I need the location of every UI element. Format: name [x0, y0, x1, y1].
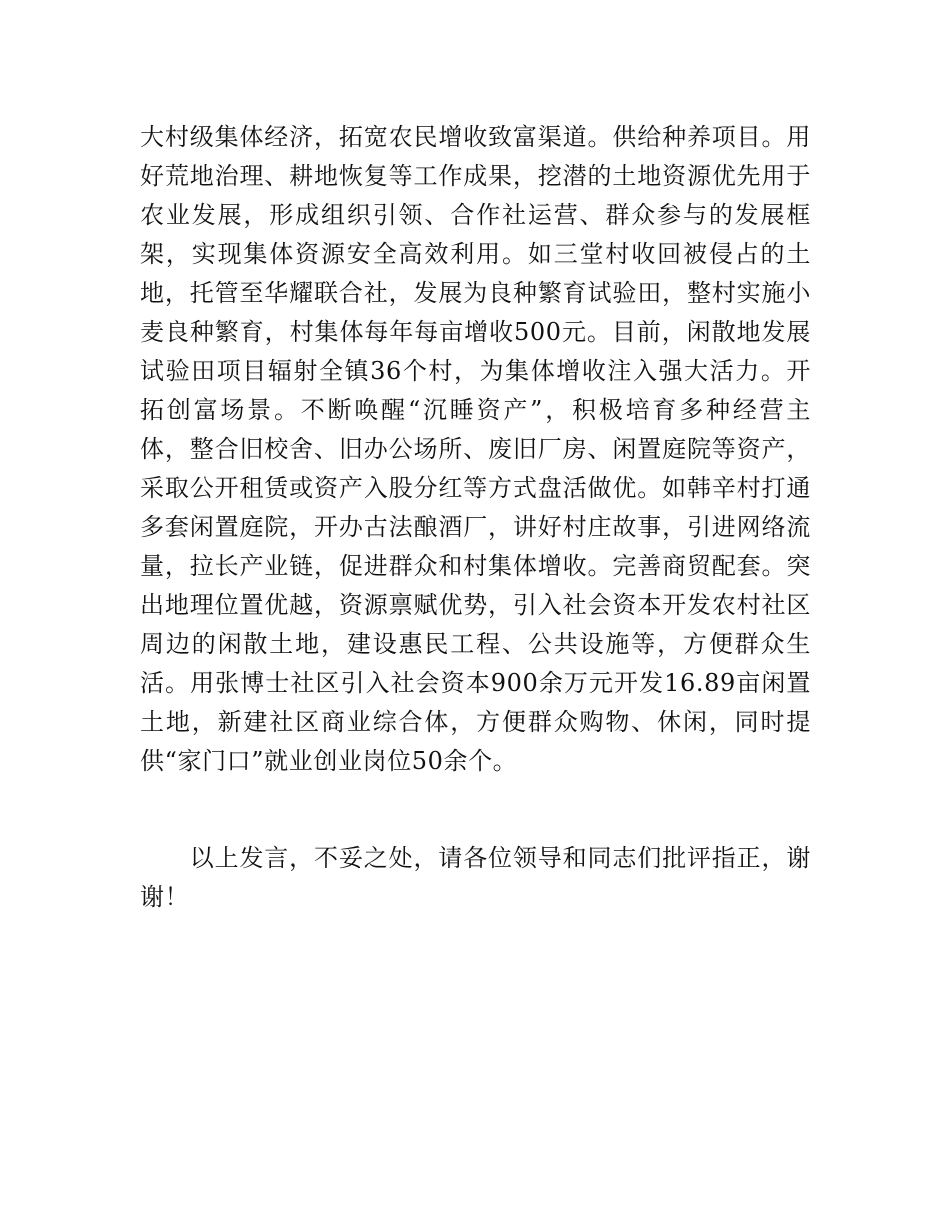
paragraph-line: 多套闲置庭院，开办古法酿酒厂，讲好村庄故事，引进网络流 [140, 513, 811, 541]
closing-paragraph [140, 839, 811, 917]
paragraph-line: 谢！ [140, 883, 190, 911]
paragraph-line: 麦良种繁育，村集体每年每亩增收500元。目前，闲散地发展 [140, 318, 811, 346]
paragraph-line: 架，实现集体资源安全高效利用。如三堂村收回被侵占的土 [140, 240, 811, 268]
paragraph-line: 农业发展，形成组织引领、合作社运营、群众参与的发展框 [140, 201, 811, 229]
paragraph-line: 体，整合旧校舍、旧办公场所、废旧厂房、闲置庭院等资产， [140, 435, 811, 463]
paragraph-line: 大村级集体经济，拓宽农民增收致富渠道。供给种养项目。用 [140, 123, 811, 151]
paragraph-line: 好荒地治理、耕地恢复等工作成果，挖潜的土地资源优先用于 [140, 162, 811, 190]
paragraph-line: 土地，新建社区商业综合体，方便群众购物、休闲，同时提 [140, 708, 811, 736]
paragraph-line: 以上发言，不妥之处，请各位领导和同志们批评指正，谢 [140, 844, 811, 872]
body-paragraph-collective-economy [140, 118, 811, 781]
paragraph-line: 周边的闲散土地，建设惠民工程、公共设施等，方便群众生 [140, 630, 811, 658]
paragraph-line: 拓创富场景。不断唤醒“沉睡资产”，积极培育多种经营主 [140, 396, 811, 424]
paragraph-line: 采取公开租赁或资产入股分红等方式盘活做优。如韩辛村打通 [140, 474, 811, 502]
paragraph-line: 出地理位置优越，资源禀赋优势，引入社会资本开发农村社区 [140, 591, 811, 619]
paragraph-line: 量，拉长产业链，促进群众和村集体增收。完善商贸配套。突 [140, 552, 811, 580]
paragraph-line: 活。用张博士社区引入社会资本900余万元开发16.89亩闲置 [140, 669, 811, 697]
paragraph-line: 试验田项目辐射全镇36个村，为集体增收注入强大活力。开 [140, 357, 811, 385]
paragraph-line: 地，托管至华耀联合社，发展为良种繁育试验田，整村实施小 [140, 279, 811, 307]
paragraph-line: 供“家门口”就业创业岗位50余个。 [140, 747, 518, 775]
